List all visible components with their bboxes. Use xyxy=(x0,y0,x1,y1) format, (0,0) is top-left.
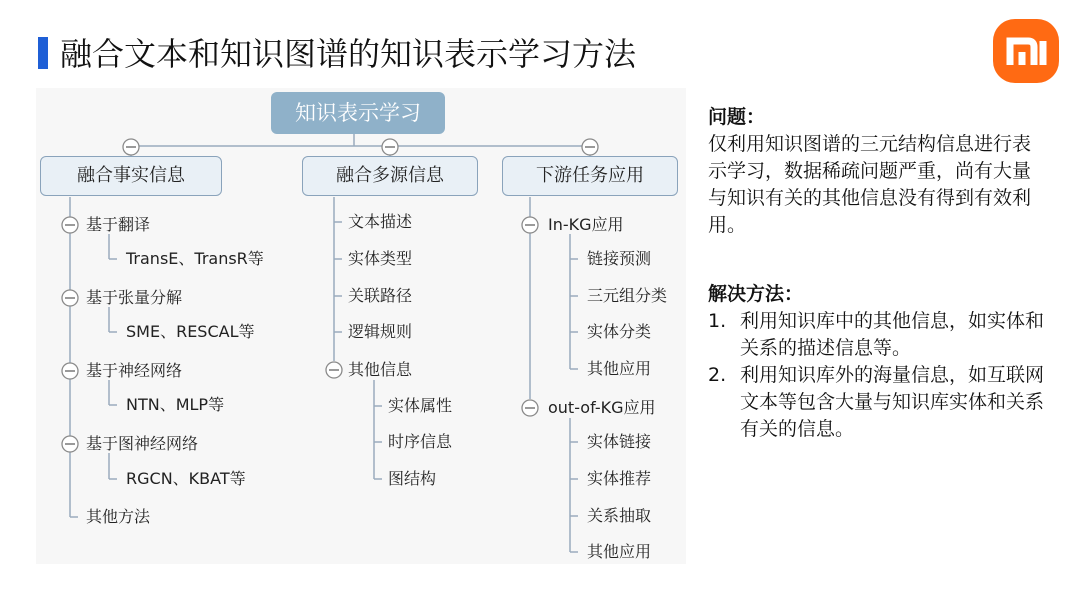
node-gnn: 基于图神经网络 xyxy=(86,434,199,453)
node-link-prediction: 链接预测 xyxy=(587,249,652,268)
node-translation-examples: TransE、TransR等 xyxy=(126,249,264,268)
node-neural: 基于神经网络 xyxy=(86,361,183,380)
node-other-methods: 其他方法 xyxy=(86,507,151,526)
node-in-kg: In-KG应用 xyxy=(548,215,624,234)
mind-map-diagram xyxy=(36,88,686,564)
node-text-desc: 文本描述 xyxy=(348,212,413,231)
node-graph-structure: 图结构 xyxy=(388,469,437,488)
branch-downstream: 下游任务应用 xyxy=(502,156,678,196)
node-triple-classification: 三元组分类 xyxy=(587,286,668,305)
node-entity-recommendation: 实体推荐 xyxy=(587,469,652,488)
problem-text: 仅利用知识图谱的三元结构信息进行表示学习，数据稀疏问题严重，尚有大量与知识有关的其他信息没有得到有效利用。 xyxy=(708,133,1032,236)
node-neural-examples: NTN、MLP等 xyxy=(126,395,225,414)
node-translation: 基于翻译 xyxy=(86,215,151,234)
node-entity-type: 实体类型 xyxy=(348,249,413,268)
description-panel xyxy=(708,104,1048,443)
node-logic-rules: 逻辑规则 xyxy=(348,322,413,341)
node-entity-linking: 实体链接 xyxy=(587,432,652,451)
solution-number: 1. xyxy=(708,310,727,332)
node-out-of-kg-other: 其他应用 xyxy=(587,542,652,561)
node-other-info: 其他信息 xyxy=(348,360,413,379)
solution-number: 2. xyxy=(708,364,727,386)
node-temporal: 时序信息 xyxy=(388,432,453,451)
solution-item xyxy=(708,308,1048,362)
root-node: 知识表示学习 xyxy=(271,92,445,134)
node-tensor-examples: SME、RESCAL等 xyxy=(126,322,255,341)
node-entity-attr: 实体属性 xyxy=(388,396,453,415)
node-out-of-kg: out-of-KG应用 xyxy=(548,398,656,417)
node-in-kg-other: 其他应用 xyxy=(587,359,652,378)
node-entity-classification: 实体分类 xyxy=(587,322,652,341)
branch-multi-source: 融合多源信息 xyxy=(302,156,478,196)
solution-text: 利用知识库外的海量信息，如互联网文本等包含大量与知识库实体和关系有关的信息。 xyxy=(740,364,1045,440)
solution-item xyxy=(708,362,1048,443)
branch-fact-info: 融合事实信息 xyxy=(40,156,222,196)
node-relation-path: 关联路径 xyxy=(348,286,413,305)
solution-title: 解决方法： xyxy=(708,283,804,305)
node-tensor: 基于张量分解 xyxy=(86,288,183,307)
node-relation-extraction: 关系抽取 xyxy=(587,506,652,525)
solution-text: 利用知识库中的其他信息，如实体和关系的描述信息等。 xyxy=(740,310,1045,359)
problem-title: 问题： xyxy=(708,106,766,128)
xiaomi-logo xyxy=(993,19,1059,83)
node-gnn-examples: RGCN、KBAT等 xyxy=(126,469,246,488)
page-title: 融合文本和知识图谱的知识表示学习方法 xyxy=(60,35,637,73)
title-accent-bar xyxy=(38,37,48,69)
